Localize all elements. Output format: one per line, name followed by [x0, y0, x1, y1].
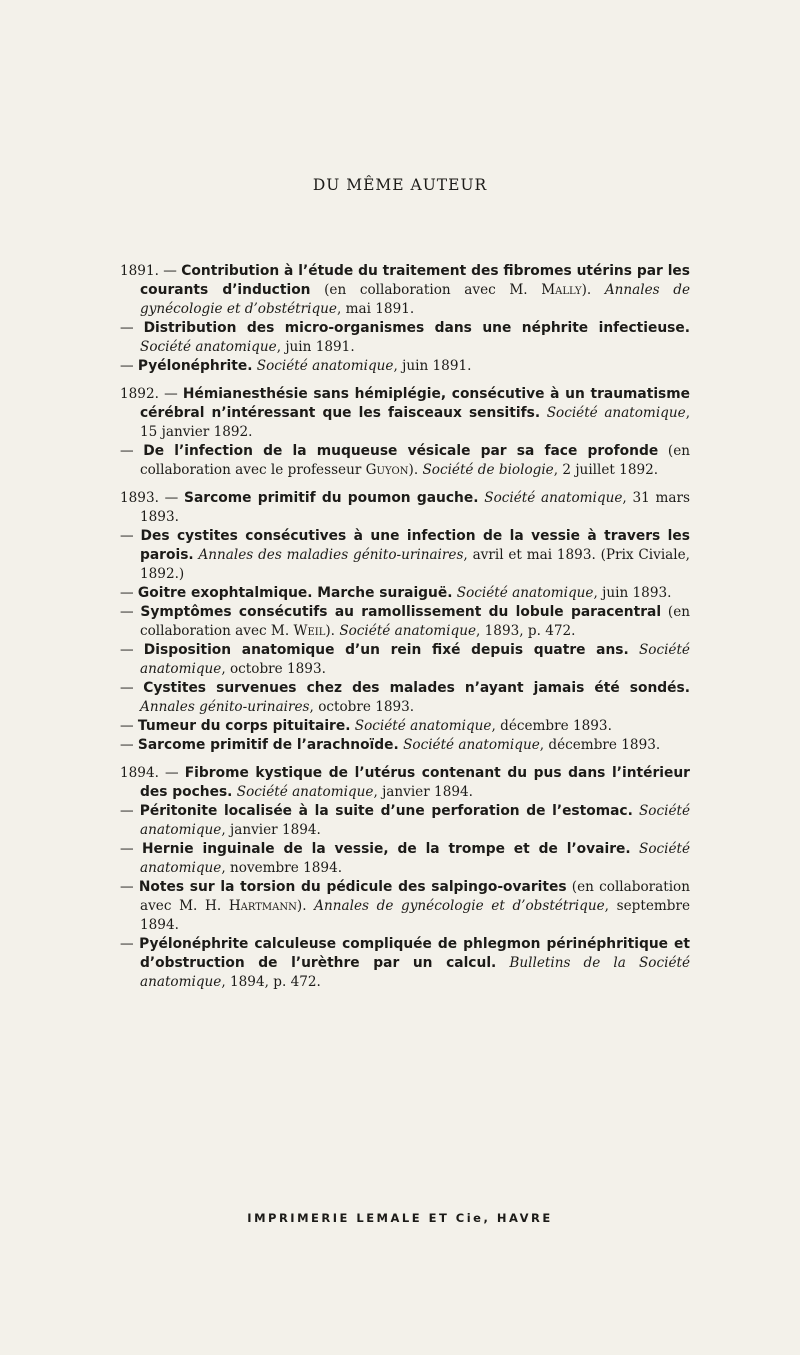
entry-source: Société anatomique — [236, 784, 374, 800]
entry-title: Distribution des micro-organismes dans une néphrite infectieuse. — [143, 320, 690, 336]
entry-date: , juin 1891. — [393, 358, 472, 374]
entry-note: ). — [581, 282, 605, 298]
entry-note: ). — [408, 462, 423, 478]
bibliography-entry — [120, 840, 690, 878]
printer-imprint: IMPRIMERIE LEMALE ET Cie, HAVRE — [247, 1211, 553, 1225]
entry-prefix: 1893. — — [120, 490, 185, 506]
bibliography-entry — [120, 935, 690, 992]
bibliography-entry — [120, 641, 690, 679]
entry-prefix: — — [120, 879, 139, 895]
entry-title: Fibrome kystique de l’utérus contenant du pus dans l’intérieur des poches. — [140, 765, 690, 800]
bibliography-entry — [120, 603, 690, 641]
entry-source: Société anatomique — [484, 490, 623, 506]
entry-note: (en collaboration avec le professeur — [140, 443, 690, 478]
bibliography-entry — [120, 262, 690, 319]
entry-title: Tumeur du corps pituitaire. — [137, 718, 351, 734]
entry-date: , 15 janvier 1892. — [140, 405, 691, 440]
entry-date: , septembre 1894. — [140, 898, 690, 933]
entry-title: Hernie inguinale de la vessie, de la trompe et de l’ovaire. — [141, 841, 631, 857]
entry-note — [631, 841, 639, 857]
entry-date: , juin 1893. — [593, 585, 672, 601]
entry-prefix: 1894. — — [120, 765, 185, 781]
entry-title: Contribution à l’étude du traitement des fibromes utérins par les courants d’induction — [140, 263, 690, 298]
entry-date: , octobre 1893. — [309, 699, 415, 715]
entry-prefix: — — [120, 604, 141, 620]
entry-source: Annales de gynécologie et d’obstétrique — [314, 898, 605, 914]
entry-date: , juin 1891. — [276, 339, 355, 355]
entry-source: Société anatomique — [546, 405, 686, 421]
entry-prefix: — — [120, 443, 144, 459]
entry-date: , avril et mai 1893. (Prix Civiale, 1892.) — [140, 547, 690, 582]
entry-date: , janvier 1894. — [221, 822, 321, 838]
entry-source: Société anatomique — [339, 623, 476, 639]
entry-note: (en collaboration avec M. H. — [140, 879, 690, 914]
bibliography-entry — [120, 584, 690, 603]
entry-title: Pyélonéphrite calculeuse compliquée de phlegmon périnéphritique et d’obstruction de l’urèthre par un calcul. — [139, 936, 691, 971]
entry-title: Péritonite localisée à la suite d’une perforation de l’estomac. — [139, 803, 633, 819]
entry-note — [540, 405, 547, 421]
entry-prefix: — — [120, 585, 138, 601]
page-heading: DU MÊME AUTEUR — [312, 176, 488, 194]
entry-source: Annales des maladies génito-urinaires — [198, 547, 464, 563]
bibliography-entry — [120, 736, 690, 755]
bibliography-entry — [120, 357, 690, 376]
entry-title: Pyélonéphrite. — [137, 358, 253, 374]
entry-title: Sarcome primitif de l’arachnoïde. — [137, 737, 399, 753]
entry-note: (en collaboration avec M. — [140, 604, 690, 639]
entry-date: , 1893, p. 472. — [476, 623, 576, 639]
entry-date: , 31 mars 1893. — [140, 490, 690, 525]
entry-prefix: — — [120, 642, 144, 658]
entry-date: , 2 juillet 1892. — [553, 462, 659, 478]
entry-prefix: — — [120, 841, 142, 857]
entry-collaborator: Mally — [541, 282, 582, 298]
entry-prefix: — — [120, 680, 144, 696]
entry-prefix: — — [120, 803, 140, 819]
entry-title: Goitre exophtalmique. Marche suraiguë. — [137, 585, 453, 601]
entry-title: Disposition anatomique d’un rein fixé depuis quatre ans. — [143, 642, 629, 658]
bibliography-entry — [120, 802, 690, 840]
entry-source: Annales de gynécologie et d’obstétrique — [140, 282, 691, 317]
bibliography-entry — [120, 489, 690, 527]
entry-source: Société de biologie — [422, 462, 554, 478]
entry-collaborator: Weil — [293, 623, 326, 639]
entry-source: Société anatomique — [456, 585, 594, 601]
entry-prefix: — — [120, 718, 138, 734]
entry-date: , mai 1891. — [336, 301, 415, 317]
entry-prefix: — — [120, 936, 140, 952]
entry-title: Sarcome primitif du poumon gauche. — [184, 490, 479, 506]
entry-source: Société anatomique — [140, 339, 277, 355]
entry-title: Symptômes consécutifs au ramollissement du lobule paracentral — [140, 604, 662, 620]
entry-note: ). — [325, 623, 340, 639]
entry-source: Annales génito-urinaires — [140, 699, 310, 715]
entry-note: (en collaboration avec M. — [310, 282, 542, 298]
entry-title: Notes sur la torsion du pédicule des salpingo-ovarites — [138, 879, 567, 895]
entry-collaborator: Hartmann — [228, 898, 297, 914]
entry-source: Société anatomique — [140, 642, 690, 677]
entry-title: Des cystites consécutives à une infection de la vessie à travers les parois. — [140, 528, 690, 563]
entry-source: Société anatomique — [140, 841, 691, 876]
bibliography-entry — [120, 764, 690, 802]
entry-date: , octobre 1893. — [221, 661, 326, 677]
entry-source: Société anatomique — [403, 737, 540, 753]
bibliography-entry — [120, 527, 690, 584]
entry-prefix: 1891. — — [120, 263, 182, 279]
entry-date: , 1894, p. 472. — [221, 974, 321, 990]
entry-prefix: 1892. — — [120, 386, 183, 402]
bibliography-list — [120, 262, 690, 992]
bibliography-entry — [120, 679, 690, 717]
entry-date: , janvier 1894. — [373, 784, 473, 800]
entry-note: ). — [296, 898, 315, 914]
entry-note — [496, 955, 509, 971]
entry-date: , novembre 1894. — [221, 860, 343, 876]
entry-date: , décembre 1893. — [539, 737, 661, 753]
entry-collaborator: Guyon — [365, 462, 409, 478]
entry-source: Société anatomique — [140, 803, 690, 838]
entry-prefix: — — [120, 737, 138, 753]
entry-prefix: — — [120, 528, 141, 544]
entry-source: Société anatomique — [354, 718, 492, 734]
bibliography-entry — [120, 385, 690, 442]
bibliography-entry — [120, 319, 690, 357]
entry-title: Cystites survenues chez des malades n’ayant jamais été sondés. — [143, 680, 690, 696]
entry-prefix: — — [120, 358, 138, 374]
bibliography-entry — [120, 878, 690, 935]
entry-title: De l’infection de la muqueuse vésicale par sa face profonde — [143, 443, 659, 459]
entry-prefix: — — [120, 320, 144, 336]
entry-date: , décembre 1893. — [491, 718, 612, 734]
bibliography-entry — [120, 442, 690, 480]
bibliography-entry — [120, 717, 690, 736]
entry-title: Hémianesthésie sans hémiplégie, consécutive à un traumatisme cérébral n’intéressant que les faisceaux sensitifs. — [140, 386, 690, 421]
entry-source: Société anatomique — [256, 358, 394, 374]
entry-source: Bulletins de la Société anatomique — [140, 955, 690, 990]
entry-note — [629, 642, 639, 658]
